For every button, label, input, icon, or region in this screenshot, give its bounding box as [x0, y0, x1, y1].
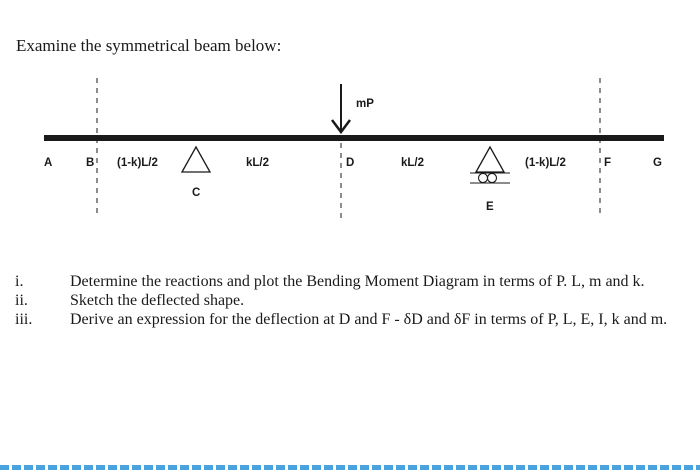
span-label-de: kL/2	[401, 157, 425, 169]
question-list	[0, 272, 700, 329]
beam	[44, 135, 664, 141]
label-a: A	[44, 157, 53, 169]
question-number: iii.	[15, 311, 33, 328]
question-text: Derive an expression for the deflection at D and F - δD and δF in terms of P, L, E, I, k and m.	[70, 311, 668, 328]
question-number: i.	[15, 273, 24, 290]
question-text: Sketch the deflected shape.	[70, 292, 245, 309]
load-label: mP	[356, 98, 374, 110]
question-item	[0, 291, 700, 310]
question-item	[0, 310, 700, 329]
question-number: ii.	[15, 292, 28, 309]
label-b: B	[86, 157, 95, 169]
span-label-bc: (1-k)L/2	[117, 157, 158, 169]
pin-support-c	[182, 147, 210, 172]
label-d: D	[346, 157, 355, 169]
question-text: Determine the reactions and plot the Bending Moment Diagram in terms of P. L, m and k.	[70, 273, 645, 290]
roller-support-e	[470, 147, 510, 183]
span-label-cd: kL/2	[246, 157, 270, 169]
span-label-ef: (1-k)L/2	[525, 157, 566, 169]
label-c: C	[192, 187, 201, 199]
dashed-divider	[0, 465, 700, 470]
label-g: G	[653, 157, 662, 169]
question-item	[0, 272, 700, 291]
intro-text: Examine the symmetrical beam below:	[16, 36, 282, 55]
label-f: F	[604, 157, 612, 169]
label-e: E	[486, 201, 494, 213]
